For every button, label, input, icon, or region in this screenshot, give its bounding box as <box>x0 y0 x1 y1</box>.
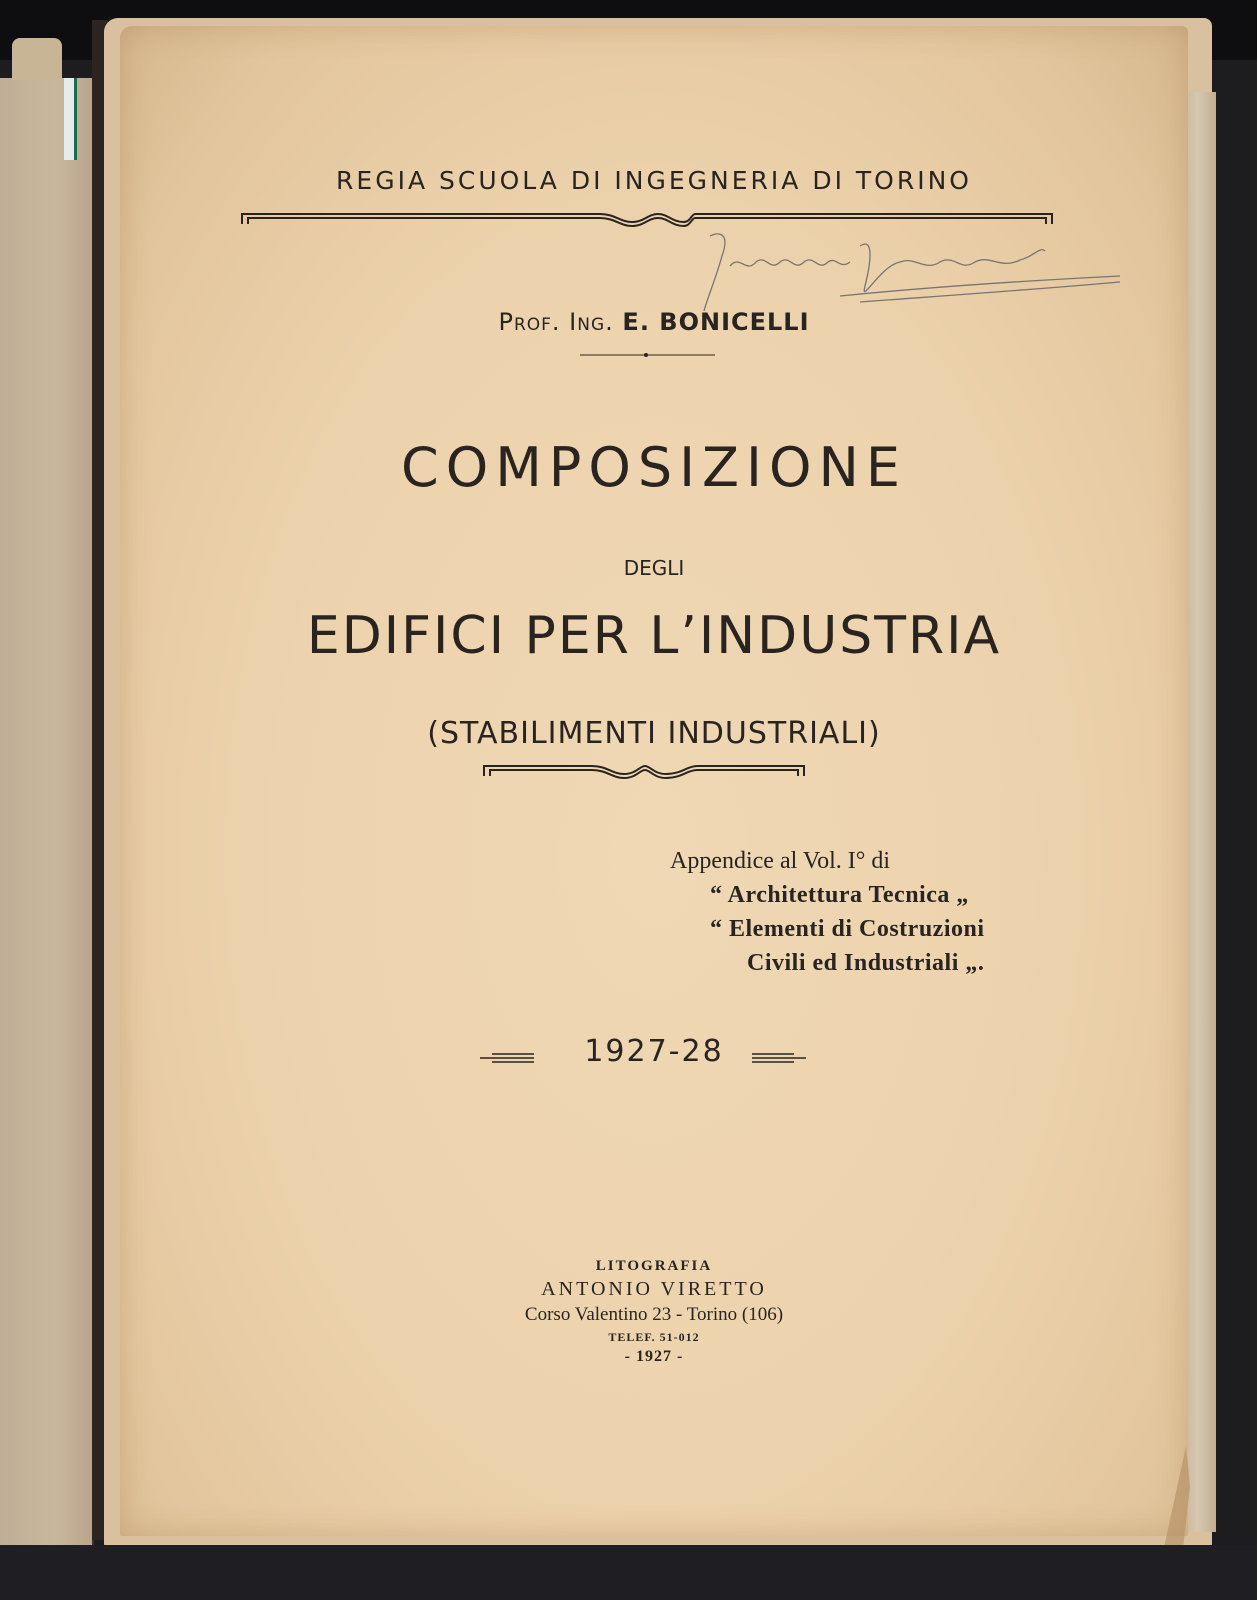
appendix-line-2: “ Architettura Tecnica „ <box>710 882 969 908</box>
book-cover-left <box>0 78 94 1568</box>
ornamental-rule-middle <box>482 762 807 780</box>
appendix-line-1: Appendice al Vol. I° di <box>670 848 891 874</box>
year-dash-right <box>752 1052 806 1064</box>
torn-paper-fragment <box>12 38 62 80</box>
title-edifici: EDIFICI PER L’INDUSTRIA <box>306 606 1002 666</box>
imprint-year: - 1927 - <box>624 1348 684 1365</box>
academic-year: 1927-28 <box>584 1034 724 1069</box>
glass-edge <box>64 78 77 160</box>
title-composizione: COMPOSIZIONE <box>400 436 907 499</box>
small-rule <box>580 352 715 358</box>
appendix-note <box>670 844 985 980</box>
author-line <box>120 308 1188 336</box>
imprint-address: Corso Valentino 23 - Torino (106) <box>524 1304 784 1325</box>
subtitle: (STABILIMENTI INDUSTRIALI) <box>427 716 881 751</box>
imprint-printer: ANTONIO VIRETTO <box>541 1278 767 1300</box>
author-prefix: Prof. Ing. <box>498 308 614 336</box>
author-name: E. BONICELLI <box>622 308 810 336</box>
handwritten-signature <box>700 226 1160 316</box>
imprint-label: LITOGRAFIA <box>595 1258 713 1274</box>
title-connector: DEGLI <box>623 556 685 580</box>
appendix-line-4: Civili ed Industriali „. <box>747 950 985 976</box>
institution-heading: REGIA SCUOLA DI INGEGNERIA DI TORINO <box>336 166 972 195</box>
table-surface <box>0 1545 1257 1600</box>
appendix-line-3: “ Elementi di Costruzioni <box>710 916 985 942</box>
title-page <box>120 26 1188 1536</box>
imprint-phone: TELEF. 51-012 <box>608 1330 700 1344</box>
